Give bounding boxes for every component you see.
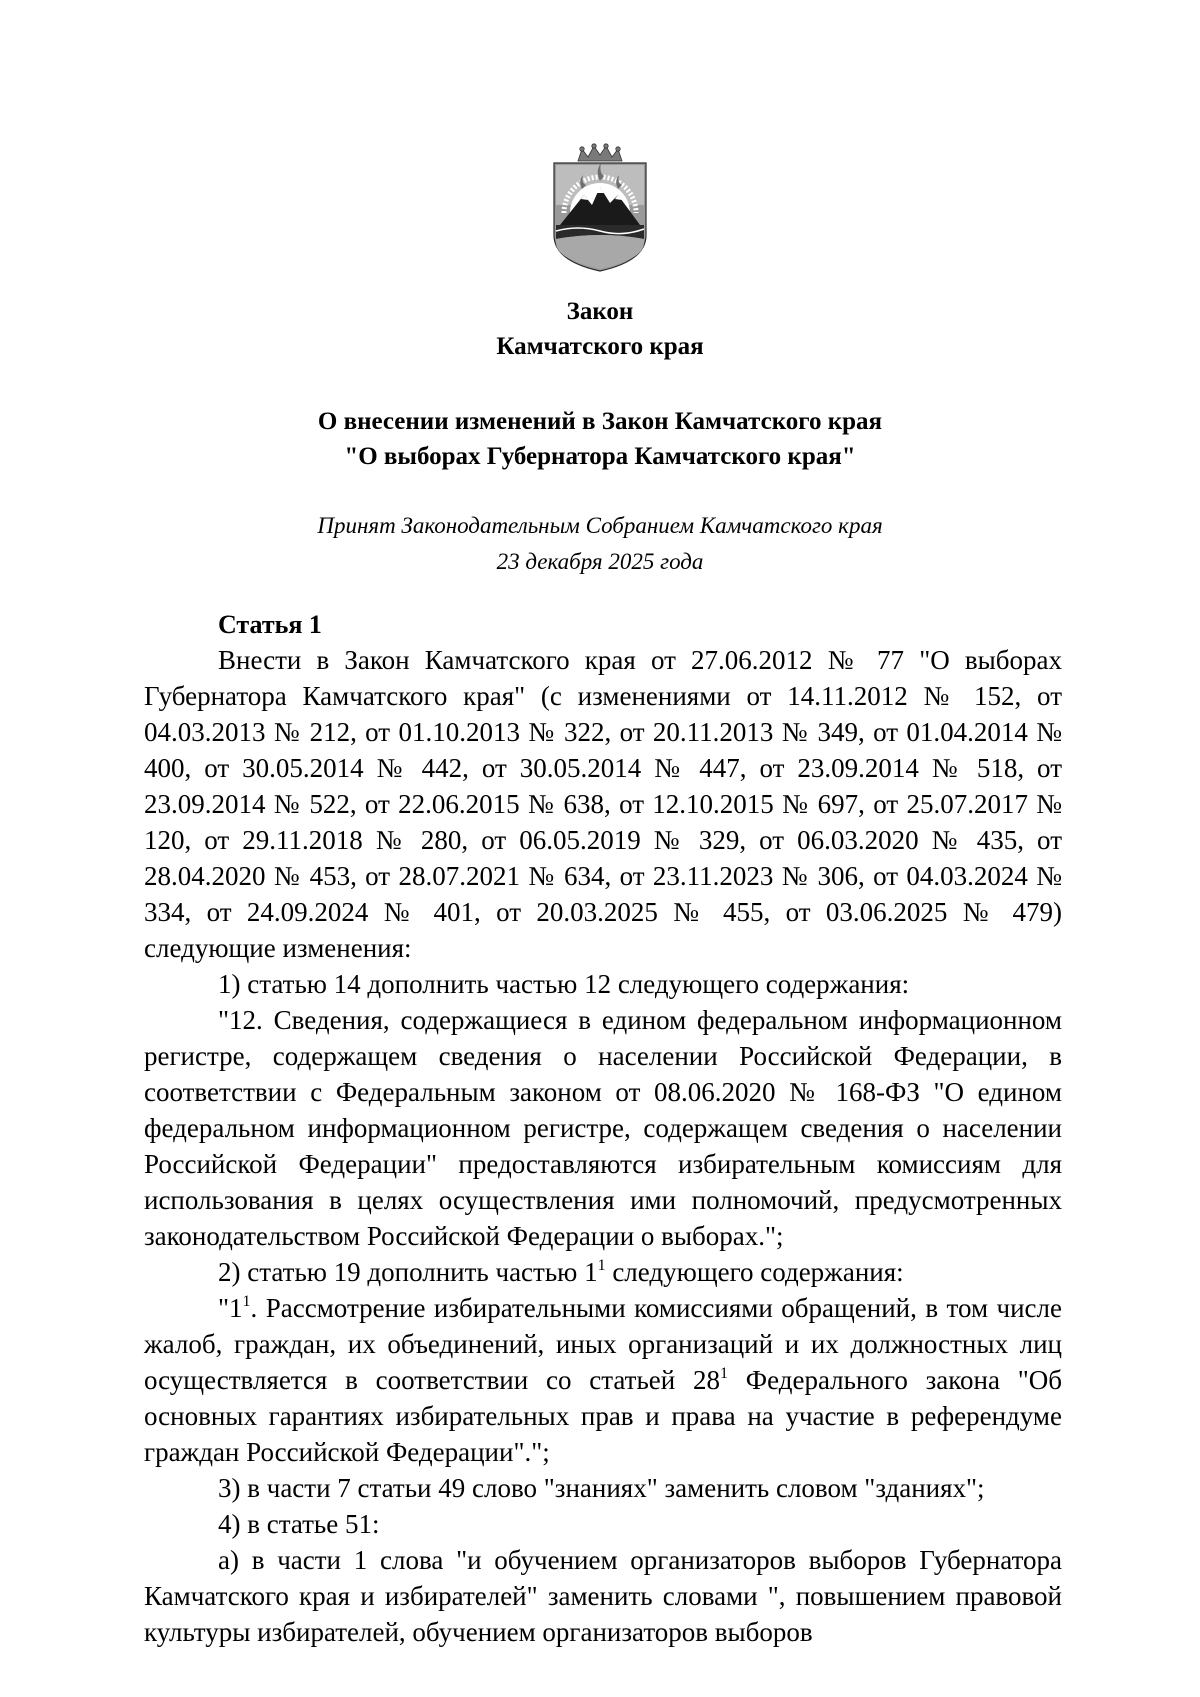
- item-2-text-sup2: 1: [720, 1365, 728, 1382]
- item-4: 4) в статье 51:: [218, 1509, 380, 1539]
- coat-of-arms-icon: [548, 143, 652, 273]
- article-heading: Статья 1: [218, 610, 322, 639]
- item-2-sup: 1: [597, 1257, 606, 1274]
- item-2-text: [144, 1290, 1062, 1470]
- item-3: 3) в части 7 статьи 49 слово "знаниях" заменить словом "зданиях";: [218, 1473, 985, 1503]
- law-title-line2: Камчатского края: [496, 333, 704, 360]
- adoption-note: [0, 508, 1200, 580]
- article-body: [144, 608, 1062, 1650]
- item-2-after: следующего содержания:: [605, 1257, 904, 1287]
- adopted-line1: Принят Законодательным Собранием Камчатского края: [317, 513, 883, 538]
- law-title-line1: Закон: [566, 298, 634, 325]
- law-title: [0, 294, 1200, 364]
- item-2-text-sup: 1: [242, 1293, 251, 1310]
- article-intro: Внести в Закон Камчатского края от 27.06.2012 № 77 "О выборах Губернатора Камчатского края" (с изменениями от 14.11.2012 № 152, от 04.03.2013 № 212, от 01.10.2013 № 322, от 20.11.2013 № 349, от 01.04.2014 № 400, от 30.05.2014 № 442, от 30.05.2014 № 447, от 23.09.2014 № 518, от 23.09.2014 № 522, от 22.06.2015 № 638, от 12.10.2015 № 697, от 25.07.2017 № 120, от 29.11.2018 № 280, от 06.05.2019 № 329, от 06.03.2020 № 435, от 28.04.2020 № 453, от 28.07.2021 № 634, от 23.11.2023 № 306, от 04.03.2024 № 334, от 24.09.2024 № 401, от 20.03.2025 № 455, от 03.06.2025 № 479) следующие изменения:: [144, 645, 1062, 963]
- item-2-text-before: . Рассмотрение избирательными комиссиями обращений, в том числе жалоб, граждан, их объединений, иных организаций и их должностных лиц осуществляется в соответствии со статьей 28: [144, 1293, 1062, 1395]
- item-2-before: 2) статью 19 дополнить частью 1: [218, 1257, 598, 1287]
- adopted-line2: 23 декабря 2025 года: [496, 549, 704, 574]
- document-title: [0, 404, 1200, 474]
- item-2: [144, 1254, 1062, 1290]
- item-1-text: "12. Сведения, содержащиеся в едином федеральном информационном регистре, содержащем сведения о населении Российской Федерации, в соответствии с Федеральным законом от 08.06.2020 № 168-ФЗ "О едином федеральном информационном регистре, содержащем сведения о населении Российской Федерации" предоставляются избирательным комиссиям для использования в целях осуществления ими полномочий, предусмотренных законодательством Российской Федерации о выборах.";: [144, 1005, 1062, 1251]
- item-4a: а) в части 1 слова "и обучением организаторов выборов Губернатора Камчатского края и избирателей" заменить словами ", повышением правовой культуры избирателей, обучением организаторов выборов: [144, 1545, 1062, 1647]
- item-2-text-open: "1: [218, 1293, 243, 1323]
- item-1: 1) статью 14 дополнить частью 12 следующего содержания:: [218, 969, 910, 999]
- doc-title-line2: "О выборах Губернатора Камчатского края": [344, 443, 856, 470]
- doc-title-line1: О внесении изменений в Закон Камчатского края: [317, 408, 883, 435]
- item-2-text-after: Федерального закона "Об основных гарантиях избирательных прав и права на участие в референдуме граждан Российской Федерации".";: [144, 1365, 1062, 1467]
